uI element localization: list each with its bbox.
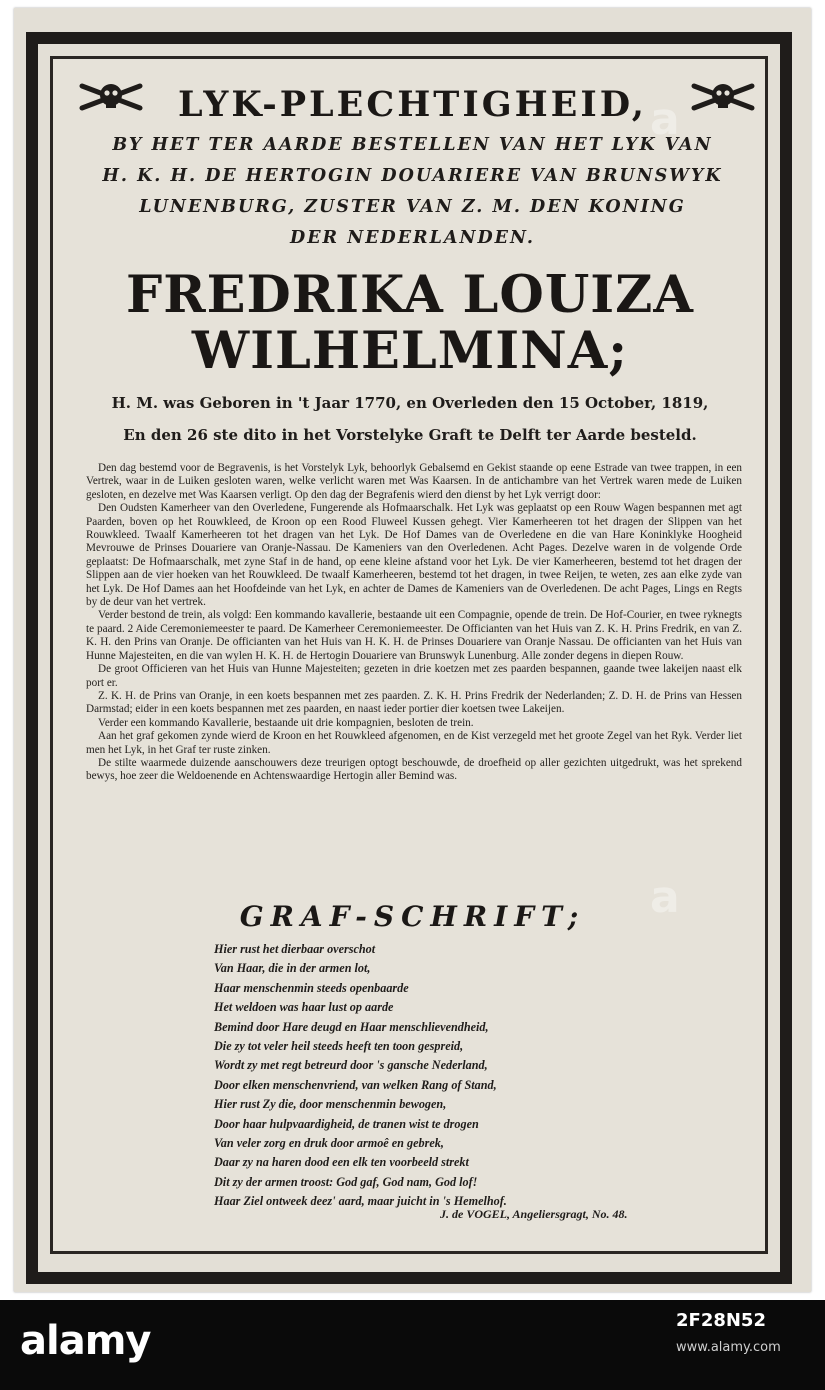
poem-line: Door haar hulpvaardigheid, de tranen wist te drogen bbox=[214, 1116, 479, 1131]
subtitle-line-2: H. K. H. DE HERTOGIN DOUARIERE VAN BRUNSWYK bbox=[102, 166, 723, 186]
poem-line: Het weldoen was haar lust op aarde bbox=[214, 1000, 394, 1015]
paragraph: De groot Officieren van het Huis van Hunne Majesteiten; gezeten in drie koetzen met zes paarden bespannen, gaande twee lakeijen naast elk port er. bbox=[86, 663, 742, 689]
paragraph: Verder een kommando Kavallerie, bestaande uit drie kompagnien, besloten de trein. bbox=[98, 716, 474, 729]
poem-line: Bemind door Hare deugd en Haar menschlievendheid, bbox=[214, 1019, 489, 1034]
subtitle-line-1: BY HET TER AARDE BESTELLEN VAN HET LYK VAN bbox=[112, 135, 713, 155]
buried-line: En den 26 ste dito in het Vorstelyke Graft te Delft ter Aarde besteld. bbox=[123, 426, 697, 444]
poem-line: Hier rust het dierbaar overschot bbox=[214, 942, 376, 956]
stock-logo: alamy bbox=[20, 1318, 151, 1364]
paragraph: De stilte waarmede duizende aanschouwers deze treurigen optogt beschouwde, de droefheid op aller gezichten uitgedrukt, was het sprekend bewys, hoe zeer die Weldoenende en Achtenswaardige Hertogin aller Bemind was. bbox=[86, 756, 742, 783]
epitaph-title: GRAF-SCHRIFT; bbox=[239, 900, 586, 933]
paragraph: Verder bestond de trein, als volgd: Een kommando kavallerie, bestaande uit een Compagnie, opende de trein. De Hof-Courier, en twee ryknegts te paard. 2 Aide Ceremoniemeester te paard. De Kamerheer Ceremoniemeester. De Officianten van het Huis van Z. K. H. Prins Fredrik, en van Z. K. H. den Prins van Oranje. De officianten van het Huis van H. K. H. de Prinses Douariere van Oranje Nassau. De officianten van het Huis van Hunne Majesteiten, en die van wylen H. K. H. de Hertogin Douariere van Brunswyk Lunenburg. Alle zonder degens in diepen Rouw. bbox=[86, 609, 742, 662]
name-line-1: FREDRIKA LOUIZA bbox=[126, 265, 694, 325]
poem-line: Haar menschenmin steeds openbaarde bbox=[214, 980, 409, 995]
epitaph-poem bbox=[214, 940, 664, 1212]
paragraph: Z. K. H. de Prins van Oranje, in een koets bespannen met zes paarden. Z. K. H. Prins Fredrik der Nederlanden; Z. D. H. de Prins van Hessen Darmstad; eider in een koets bespannen met zes paarden, en naast ieder portier dier koetsen twee Lakeijen. bbox=[86, 689, 742, 716]
watermark-logo: a bbox=[650, 872, 679, 923]
poem-line: Hier rust Zy die, door menschenmin bewogen, bbox=[214, 1097, 447, 1112]
poem-line: Van Haar, die in der armen lot, bbox=[214, 961, 371, 976]
stock-url: www.alamy.com bbox=[676, 1340, 781, 1355]
poem-line: Van veler zorg en druk door armoê en gebrek, bbox=[214, 1136, 444, 1151]
watermark-logo: a bbox=[650, 94, 679, 145]
poem-line: Haar Ziel ontweek deez' aard, maar juicht in 's Hemelhof. bbox=[214, 1194, 507, 1209]
page-title: LYK-PLECHTIGHEID, bbox=[177, 84, 647, 125]
poem-line: Die zy tot veler heil steeds heeft ten toon gespreid, bbox=[214, 1039, 464, 1054]
paragraph: Aan het graf gekomen zynde wierd de Kroon en het Rouwkleed afgenomen, en de Kist verzegeld met het groote Zegel van het Ryk. Verder liet men het Lyk, in het Graf ter ruste zinken. bbox=[86, 730, 742, 756]
stock-image-id: 2F28N52 bbox=[676, 1310, 766, 1331]
printer-imprint: J. de VOGEL, Angeliersgragt, No. 48. bbox=[440, 1207, 628, 1221]
born-line: H. M. was Geboren in 't Jaar 1770, en Overleden den 15 October, 1819, bbox=[111, 394, 709, 412]
paragraph: Den dag bestemd voor de Begravenis, is het Vorstelyk Lyk, behoorlyk Gebalsemd en Gekist staande op eene Estrade van twee trappen, in een Vertrek, waar in de Luiken gesloten waren, welke verlicht waren met Was Kaarsen. In de antichambre van het Vertrek waren mede de Luiken gesloten, en dezelve met Was Kaarsen verligt. Op den dag der Begrafenis wierd den dienst by het Lyk verrigt door: bbox=[86, 462, 742, 501]
subtitle-line-3: LUNENBURG, ZUSTER VAN Z. M. DEN KONING bbox=[139, 197, 686, 217]
poem-line: Daar zy na haren dood een elk ten voorbeeld strekt bbox=[214, 1155, 469, 1170]
name-line-2: WILHELMINA; bbox=[191, 321, 629, 381]
paragraph: Den Oudsten Kamerheer van den Overledene, Fungerende als Hofmaarschalk. Het Lyk was geplaatst op een Rouw Wagen bespannen met agt Paarden, boven op het Rouwkleed, de Kroon op een Rood Fluweel Kussen gehegt. Vier Kamerheeren tot het dragen der Slippen van het Rouwkleed. Twaalf Kamerheeren tot het dragen van het Lyk. De Hof Dames van de Overledene en die van Hare Koninklyke Hoogheid Mevrouwe de Prinses Douariere van Oranje-Nassau. De Kameniers van den Overledenen. Acht Pages. Dezelve waren in de volgende Orde geplaatst: De Hofmaarschalk, met zyne Staf in de hand, op eene kleine afstand voor het Lyk. De vier Kamerheeren, bestemd tot het dragen der Slippen aan de vier hoeken van het Rouwkleed. De twaalf Kamerheeren, bestemd tot het dragen, in twee Reijen, te weten, zes aan elke zyde van het Lyk. De Hof Dames aan het Hoofdeinde van het Lyk, en achter de Dames de Kameniers van de Overledenen. De acht Pages, Lings en Regts by de deur van het vertrek. bbox=[86, 502, 742, 609]
poem-line: Door elken menschenvriend, van welken Rang of Stand, bbox=[214, 1077, 497, 1092]
subtitle-line-4: DER NEDERLANDEN. bbox=[290, 228, 535, 248]
poem-line: Dit zy der armen troost: God gaf, God nam, God lof! bbox=[214, 1174, 478, 1189]
poem-line: Wordt zy met regt betreurd door 's gansche Nederland, bbox=[214, 1058, 488, 1073]
ceremony-description bbox=[86, 462, 742, 784]
